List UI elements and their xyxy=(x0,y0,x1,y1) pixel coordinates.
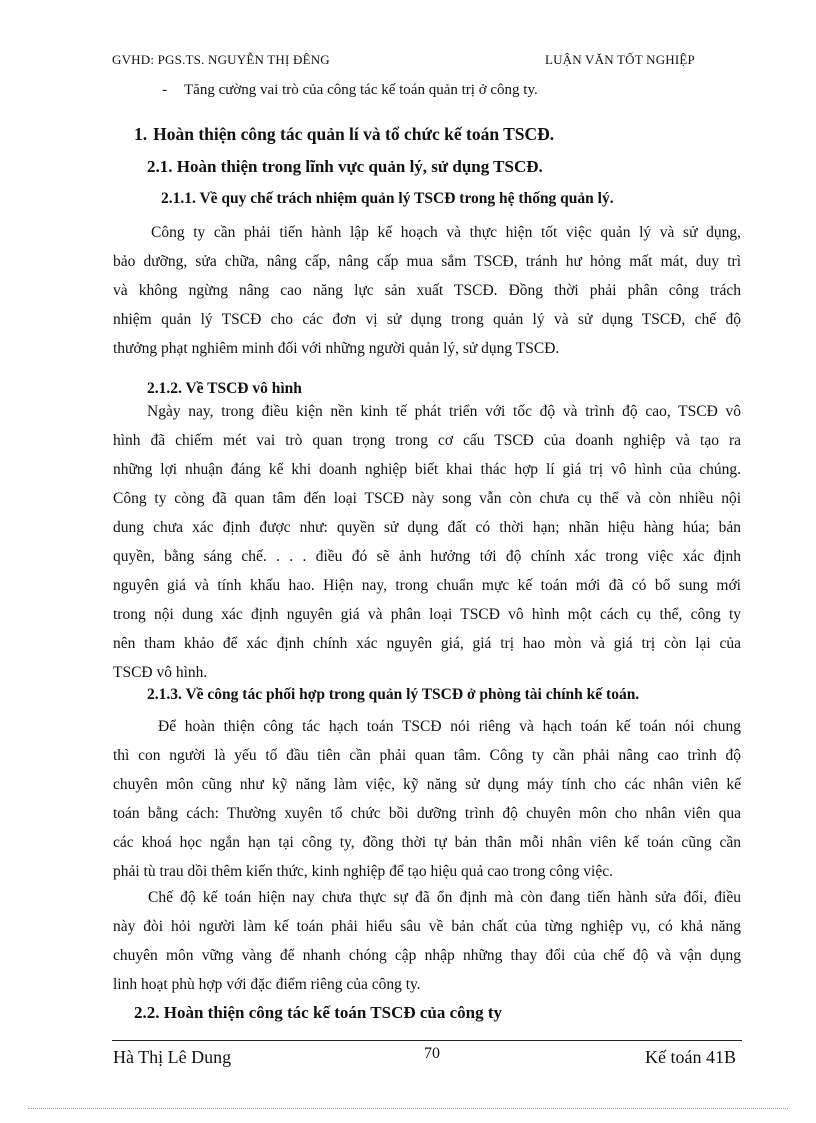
section-1-number: 1. xyxy=(134,124,148,144)
bullet-dash: - xyxy=(162,82,167,98)
section-2-1-3-paragraph-2 xyxy=(113,883,741,999)
section-1-title: Hoàn thiện công tác quản lí và tổ chức kế toán TSCĐ. xyxy=(153,124,555,144)
text-line: phải tù trau dồi thêm kiến thức, kinh nghiệp để tạo hiệu quả cao trong công việc. xyxy=(113,863,613,880)
text-line: toán bằng cách: Thường xuyên tổ chức bồi dưỡng trình độ chuyên môn cho nhân viên qua xyxy=(113,805,741,822)
bullet-item xyxy=(162,82,538,99)
text-line: Để hoàn thiện công tác hạch toán TSCĐ nói riêng và hạch toán kế toán nói chung xyxy=(158,718,741,735)
text-line: các khoá học ngắn hạn tại công ty, đồng thời tự bản thân mỗi nhân viên kế toán cũng cần xyxy=(113,834,741,851)
text-line: bảo dưỡng, sửa chữa, nâng cấp, nâng cấp mua sắm TSCĐ, tránh hư hỏng mất mát, duy trì xyxy=(113,253,741,270)
text-line: thưởng phạt nghiêm minh đối với những người quản lý, sử dụng TSCĐ. xyxy=(113,340,560,357)
text-line: TSCĐ vô hình. xyxy=(113,664,208,681)
text-line: nhiệm quản lý TSCĐ cho các đơn vị sử dụng trong quản lý và sử dụng TSCĐ, chế độ xyxy=(113,311,741,328)
text-line: Chế độ kế toán hiện nay chưa thực sự đã ổn định mà còn đang tiến hành sửa đổi, điều xyxy=(148,889,741,906)
section-2-1-heading: 2.1. Hoàn thiện trong lĩnh vực quản lý, sử dụng TSCĐ. xyxy=(147,157,543,176)
section-2-1-3-heading: 2.1.3. Về công tác phối hợp trong quản lý TSCĐ ở phòng tài chính kế toán. xyxy=(147,686,640,703)
text-line: Công ty cần phải tiến hành lập kế hoạch và thực hiện tốt việc quản lý và sử dụng, xyxy=(151,224,741,241)
section-2-1-3-paragraph-1 xyxy=(113,712,741,886)
text-line: trong nội dung xác định nguyên giá và phân loại TSCĐ vô hình một cách cụ thể, công ty xyxy=(113,606,741,623)
section-1-heading xyxy=(134,124,554,145)
page-number: 70 xyxy=(424,1045,440,1062)
section-2-1-2-heading: 2.1.2. Về TSCĐ vô hình xyxy=(147,380,302,397)
text-line: những lợi nhuận đáng kể khi doanh nghiệp biết khai thác hợp lí giá trị vô hình của chúng. xyxy=(113,461,741,478)
bullet-text: Tăng cường vai trò của công tác kế toán quản trị ở công ty. xyxy=(184,82,538,98)
text-line: linh hoạt phù hợp với đặc điểm riêng của công ty. xyxy=(113,976,421,993)
text-line: nên tham khảo để xác định chính xác nguyên giá, giá trị hao mòn và giá trị còn lại của xyxy=(113,635,741,652)
section-2-1-2-paragraph xyxy=(113,397,741,687)
text-line: chuyên môn vững vàng để nhanh chóng cập nhập những thay đổi của chế độ và vận dụng xyxy=(113,947,741,964)
text-line: và không ngừng nâng cao năng lực sản xuất TSCĐ. Đồng thời phải phân công trách xyxy=(113,282,741,299)
text-line: quyền, bằng sáng chế. . . . điều đó sẽ ảnh hưởng tới độ chính xác trong việc xác định xyxy=(113,548,741,565)
text-line: này đòi hỏi người làm kế toán phải hiểu sâu về bản chất của từng nghiệp vụ, có khả năng xyxy=(113,918,741,935)
footer-class: Kế toán 41B xyxy=(645,1047,736,1067)
text-line: Ngày nay, trong điều kiện nền kinh tế phát triển với tốc độ và trình độ cao, TSCĐ vô xyxy=(147,403,741,420)
footer-author: Hà Thị Lê Dung xyxy=(113,1047,232,1067)
text-line: hình đã chiếm mét vai trò quan trọng trong cơ cấu TSCĐ của doanh nghiệp và tạo ra xyxy=(113,432,741,449)
section-2-2-heading: 2.2. Hoàn thiện công tác kế toán TSCĐ của công ty xyxy=(134,1003,503,1022)
text-line: chuyên môn cũng như kỹ năng làm việc, kỹ năng sử dụng máy tính cho các nhân viên kế xyxy=(113,776,741,793)
text-line: dung chưa xác định được như: quyền sử dụng đất có thời hạn; nhãn hiệu hàng húa; bản xyxy=(113,519,741,536)
text-line: Công ty còng đã quan tâm đến loại TSCĐ này song vẫn còn chưa cụ thể và còn nhiều nội xyxy=(113,490,741,507)
header-thesis-title: LUẬN VĂN TỐT NGHIỆP xyxy=(544,52,695,67)
text-line: thì con người là yếu tố đầu tiên cần phải quan tâm. Công ty cần phải nâng cao trình độ xyxy=(113,747,741,764)
page-boundary-dotted-line xyxy=(28,1108,788,1109)
section-2-1-1-heading: 2.1.1. Về quy chế trách nhiệm quản lý TSCĐ trong hệ thống quản lý. xyxy=(161,190,614,207)
header-advisor: GVHD: PGS.TS. NGUYỄN THỊ ĐÊNG xyxy=(112,52,330,67)
text-line: nguyên giá và tính khấu hao. Hiện nay, trong chuẩn mực kế toán mới đã có bổ sung mới xyxy=(113,577,741,594)
footer-divider xyxy=(112,1040,742,1041)
section-2-1-1-paragraph xyxy=(113,218,741,363)
